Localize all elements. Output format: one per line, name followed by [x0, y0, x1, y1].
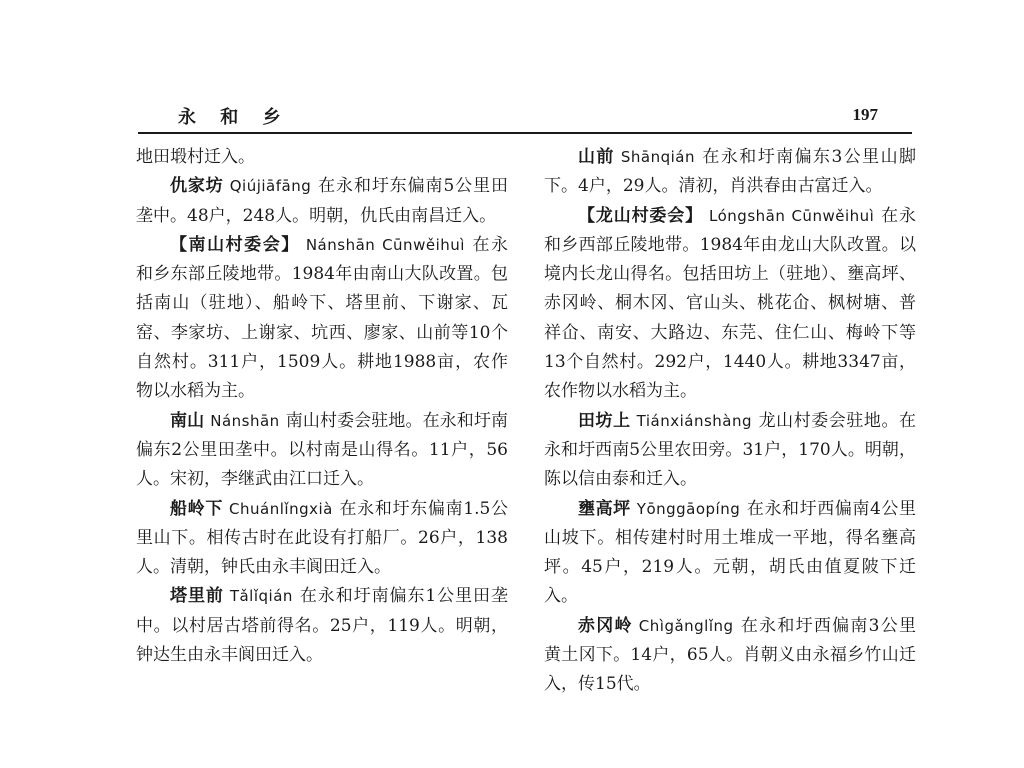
place-name: 仇家坊: [170, 176, 224, 197]
place-name: 船岭下: [170, 498, 224, 519]
page-bottom-edge: [0, 758, 1024, 768]
entry-text: 地田塅村迁入。: [136, 147, 255, 167]
header-rule: [138, 132, 912, 134]
gazetteer-entry: [544, 495, 916, 612]
entry-text: 在永和圩南偏东3公里山脚下。4户，29人。清初，肖洪春由古富迁入。: [544, 147, 916, 197]
running-title: 永 和 乡: [178, 107, 290, 128]
place-name: 山前: [578, 147, 615, 167]
gazetteer-entry: [136, 407, 508, 495]
right-column: [544, 143, 916, 700]
page-number: 197: [852, 105, 878, 124]
left-column: [136, 143, 508, 670]
entry-text: 南山村委会驻地。在永和圩南偏东2公里田垄中。以村南是山得名。11户，56人。宋初，李继武由江口迁入。: [136, 410, 509, 490]
entry-text: 龙山村委会驻地。在永和圩西南5公里农田旁。31户，170人。明朝，陈以信由泰和迁入。: [544, 410, 917, 490]
place-name: 塔里前: [170, 586, 224, 607]
entry-text: 在永和乡东部丘陵地带。1984年由南山大队改置。包括南山（驻地）、船岭下、塔里前、下谢家、瓦窑、李家坊、上谢家、坑西、廖家、山前等10个自然村。311户，1509人。耕地1988亩，农作物以水稻为主。: [136, 234, 509, 402]
place-pinyin: Lóngshān Cūnwěihuì: [709, 206, 875, 225]
place-pinyin: Chìgǎnglǐng: [638, 616, 734, 635]
gazetteer-entry: [136, 495, 508, 583]
gazetteer-entry: [136, 172, 508, 231]
place-pinyin: Shānqián: [620, 148, 695, 166]
place-name: 壅高坪: [578, 498, 631, 519]
place-pinyin: Tǎlǐqián: [229, 587, 293, 606]
place-pinyin: Tiánxiánshàng: [636, 411, 753, 430]
entry-text: 在永和圩西偏南3公里黄土冈下。14户，65人。肖朝义由永福乡竹山迁入，传15代。: [544, 615, 916, 695]
place-pinyin: Nánshān: [210, 411, 280, 430]
entry-text: 在永和乡西部丘陵地带。1984年由龙山大队改置。以境内长龙山得名。包括田坊上（驻地）、壅高坪、赤冈岭、桐木冈、官山头、桃花仚、枫树塘、普祥仚、南安、大路边、东芫、住仁山、梅岭下等13个自然村。292户，1440人。耕地3347亩，农作物以水稻为主。: [544, 205, 917, 402]
gazetteer-entry: [136, 582, 508, 670]
gazetteer-entry: [544, 202, 916, 407]
entry-text: 在永和圩南偏东1公里田垄中。以村居古塔前得名。25户，119人。明朝，钟达生由永丰阆田迁入。: [136, 586, 508, 666]
place-pinyin: Chuánlǐngxià: [229, 499, 333, 518]
entry-text: 在永和圩东偏南5公里田垄中。48户，248人。明朝，仇氏由南昌迁入。: [136, 176, 508, 226]
page-header: [138, 103, 912, 133]
place-pinyin: Qiújiāfāng: [229, 177, 312, 196]
gazetteer-entry: [544, 407, 916, 495]
gazetteer-entry: [544, 612, 916, 700]
gazetteer-entry: [136, 231, 508, 407]
gazetteer-entry: [544, 143, 916, 202]
place-name: 【南山村委会】: [170, 234, 300, 255]
entry-text: 在永和圩东偏南1.5公里山下。相传古时在此设有打船厂。26户，138人。清朝，钟氏由永丰阆田迁入。: [136, 498, 508, 578]
place-name: 【龙山村委会】: [578, 205, 704, 226]
place-name: 赤冈岭: [578, 615, 633, 636]
place-name: 田坊上: [578, 410, 631, 431]
entry-continuation: [136, 143, 508, 172]
entry-text: 在永和圩西偏南4公里山坡下。相传建村时用土堆成一平地，得名壅高坪。45户，219人。元朝，胡氏由值夏陂下迁入。: [544, 498, 916, 607]
place-pinyin: Nánshān Cūnwěihuì: [305, 235, 465, 254]
place-pinyin: Yōnggāopíng: [636, 499, 741, 518]
place-name: 南山: [170, 410, 205, 431]
